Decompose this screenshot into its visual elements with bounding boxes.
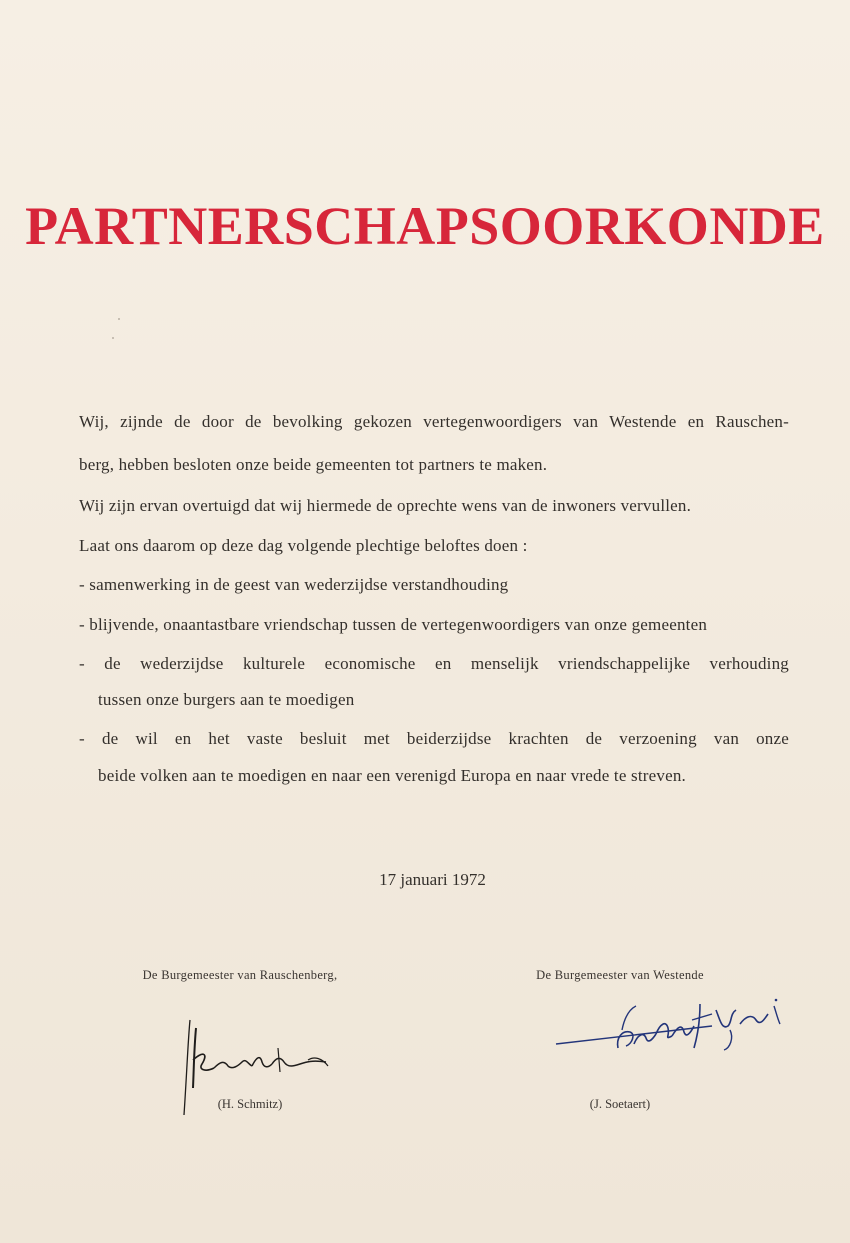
body-line-10: beide volken aan te moedigen en naar een verenigd Europa en naar vrede te streven. <box>98 766 686 785</box>
paper-speck <box>118 318 120 320</box>
paper-speck <box>112 337 114 339</box>
body-line-9: - de wil en het vaste besluit met beiderzijdse krachten de verzoening van onze <box>79 729 789 748</box>
body-line-8: tussen onze burgers aan te moedigen <box>98 690 355 709</box>
body-line-4: Laat ons daarom op deze dag volgende plechtige beloftes doen : <box>79 536 528 555</box>
body-line-7: - de wederzijdse kulturele economische en menselijk vriendschappelijke verhouding <box>79 654 789 673</box>
body-line-6: - blijvende, onaantastbare vriendschap tussen de vertegenwoordigers van onze gemeenten <box>79 615 708 634</box>
signature-soetaert <box>552 990 802 1065</box>
document-date: 17 januari 1972 <box>379 870 486 889</box>
mayor-role-westende: De Burgemeester van Westende <box>536 968 704 982</box>
mayor-name-schmitz: (H. Schmitz) <box>217 1097 283 1111</box>
body-line-3: Wij zijn ervan overtuigd dat wij hiermede de oprechte wens van de inwoners vervullen. <box>79 496 692 515</box>
body-line-5: - samenwerking in de geest van wederzijdse verstandhouding <box>79 575 509 594</box>
document-title: PARTNERSCHAPSOORKONDE <box>25 196 825 257</box>
body-line-1: Wij, zijnde de door de bevolking gekozen vertegenwoordigers van Westende en Rauschen- <box>79 412 789 431</box>
mayor-name-soetaert: (J. Soetaert) <box>589 1097 651 1111</box>
mayor-role-rauschenberg: De Burgemeester van Rauschenberg, <box>142 968 338 982</box>
body-line-2: berg, hebben besloten onze beide gemeenten tot partners te maken. <box>79 455 548 474</box>
